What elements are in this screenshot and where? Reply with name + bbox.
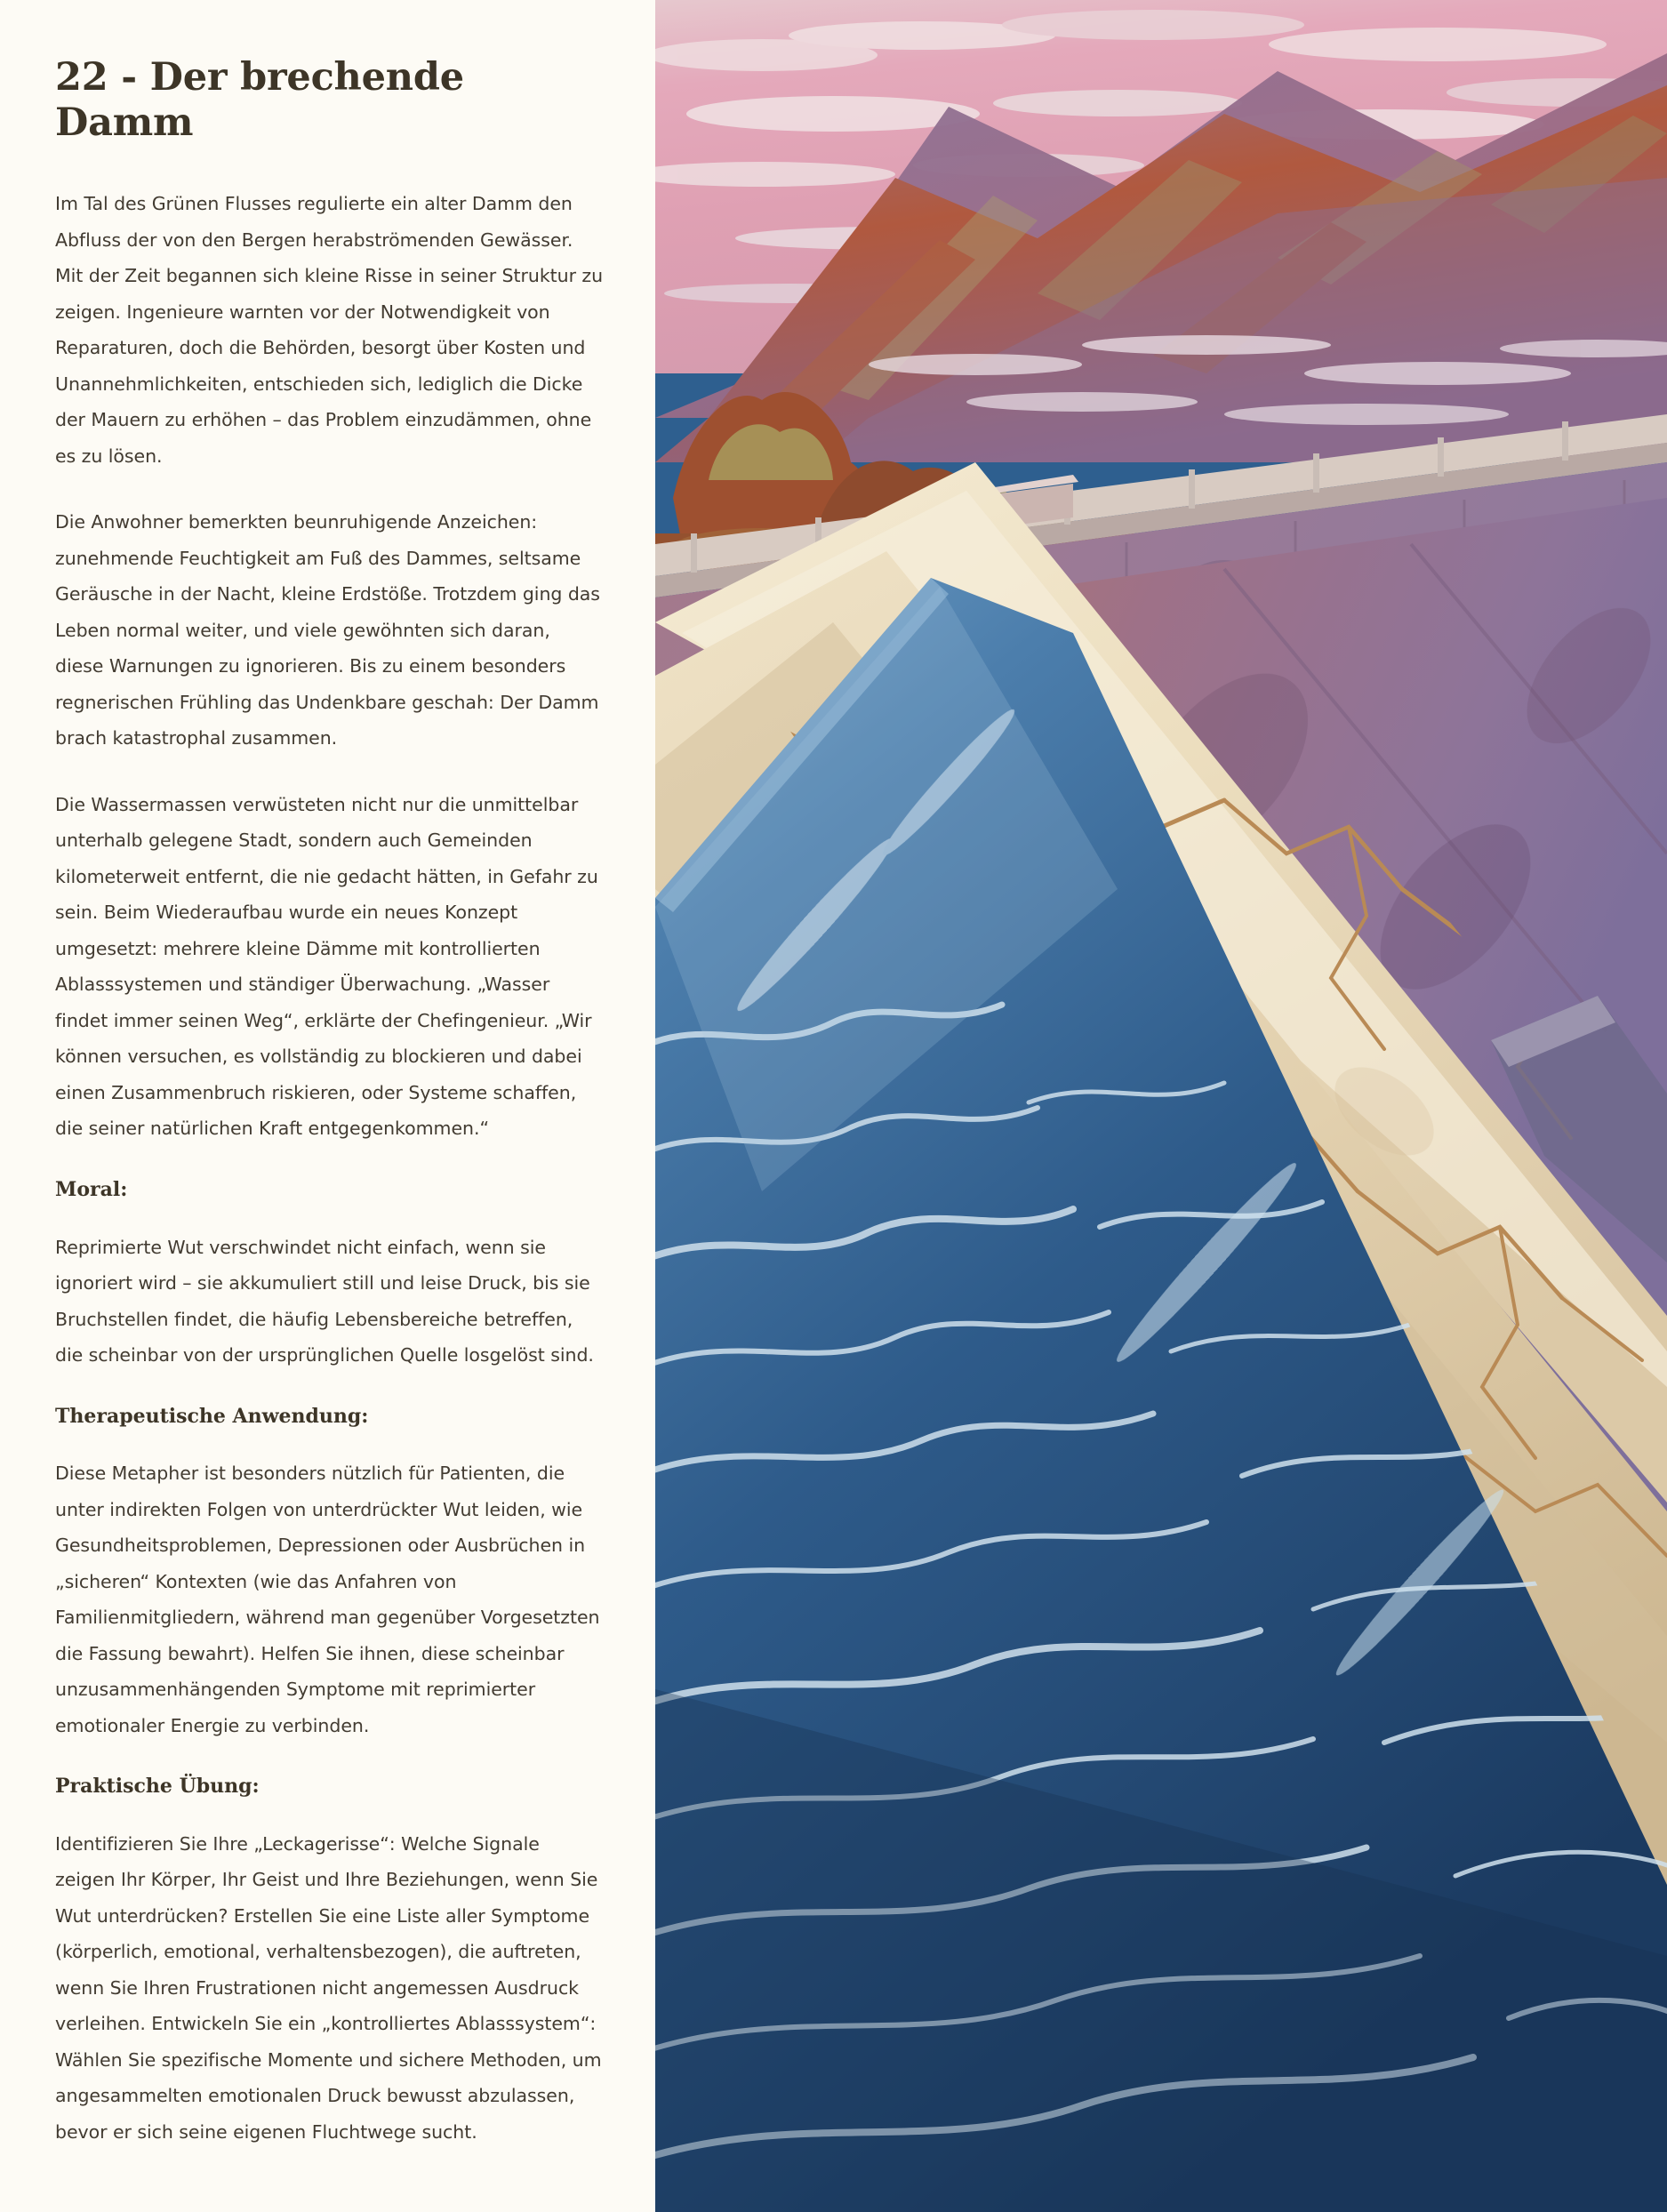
illustration-panel [655, 0, 1667, 2212]
dam-illustration [655, 0, 1667, 2212]
page-title: 22 - Der brechende Damm [55, 55, 464, 145]
body-paragraph: Die Wassermassen verwüsteten nicht nur die unmittelbar unterhalb gelegene Stadt, sondern auch Gemeinden kilometerweit entfernt, die nie gedacht hätten, in Gefahr zu sein. Beim Wiederaufbau wurde ein neues Konzept umgesetzt: mehrere kleine Dämme mit kontrollierten Ablasssystemen und ständiger Überwachung. „Wasser findet immer seinen Weg“, erklärte der Chefingenieur. „Wir können versuchen, es vollständig zu blockieren und dabei einen Zusammenbruch riskieren, oder Systeme schaffen, die seiner natürlichen Kraft entgegenkommen.“ [55, 793, 598, 1140]
section-heading-practical-exercise: Praktische Übung: [55, 1775, 260, 1799]
body-paragraph: Reprimierte Wut verschwindet nicht einfach, wenn sie ignoriert wird – sie akkumuliert still und leise Druck, bis sie Bruchstellen findet, die häufig Lebensbereiche betreffen, die scheinbar von der ursprünglichen Quelle losgelöst sind. [55, 1236, 594, 1366]
body-paragraph: Im Tal des Grünen Flusses regulierte ein alter Damm den Abfluss der von den Bergen herabströmenden Gewässer. Mit der Zeit begannen sich kleine Risse in seiner Struktur zu zeigen. Ingenieure warnten vor der Notwendigkeit von Reparaturen, doch die Behörden, besorgt über Kosten und Unannehmlichkeiten, entschieden sich, lediglich die Dicke der Mauern zu erhöhen – das Problem einzudämmen, ohne es zu lösen. [55, 193, 604, 467]
body-paragraph: Identifizieren Sie Ihre „Leckagerisse“: Welche Signale zeigen Ihr Körper, Ihr Geist und Ihre Beziehungen, wenn Sie Wut unterdrücken? Erstellen Sie eine Liste aller Symptome (körperlich, emotional, verhaltensbezogen), die auftreten, wenn Sie Ihren Frustrationen nicht angemessen Ausdruck verleihen. Entwickeln Sie ein „kontrolliertes Ablasssystem“: Wählen Sie spezifische Momente und sichere Methoden, um angesammelten emotionalen Druck bewusst abzulassen, bevor er sich seine eigenen Fluchtwege sucht. [55, 1832, 602, 2143]
body-paragraph: Die Anwohner bemerkten beunruhigende Anzeichen: zunehmende Feuchtigkeit am Fuß des Dammes, seltsame Geräusche in der Nacht, kleine Erdstöße. Trotzdem ging das Leben normal weiter, und viele gewöhnten sich daran, diese Warnungen zu ignorieren. Bis zu einem besonders regnerischen Frühling das Undenkbare geschah: Der Damm brach katastrophal zusammen. [55, 511, 600, 749]
body-paragraph: Diese Metapher ist besonders nützlich für Patienten, die unter indirekten Folgen von unterdrückter Wut leiden, wie Gesundheitsproblemen, Depressionen oder Ausbrüchen in „sicheren“ Kontexten (wie das Anfahren von Familienmitgliedern, während man gegenüber Vorgesetzten die Fassung bewahrt). Helfen Sie ihnen, diese scheinbar unzusammenhängenden Symptome mit reprimierter emotionaler Energie zu verbinden. [55, 1463, 600, 1736]
section-heading-moral: Moral: [55, 1177, 128, 1201]
section-heading-therapeutic-application: Therapeutische Anwendung: [55, 1404, 369, 1428]
text-column [0, 0, 655, 2212]
